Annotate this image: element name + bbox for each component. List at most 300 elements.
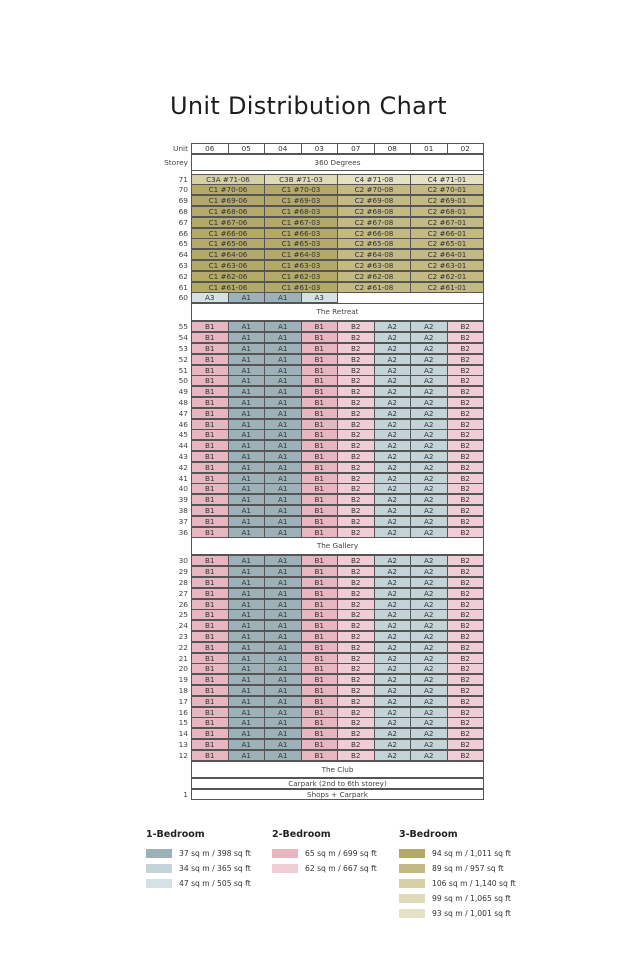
unit-cell: B1 <box>301 696 339 707</box>
unit-cell: A2 <box>410 440 448 451</box>
unit-cell: B2 <box>337 620 375 631</box>
storey-row-12 <box>164 750 486 761</box>
unit-cell: B2 <box>447 631 485 642</box>
legend-label: 106 sq m / 1,140 sq ft <box>432 879 516 888</box>
unit-cell: B2 <box>337 685 375 696</box>
storey-label: Storey <box>164 158 188 167</box>
unit-cell: A2 <box>374 343 412 354</box>
unit-cell: A2 <box>374 750 412 761</box>
legend-group <box>399 829 516 922</box>
unit-cell: B1 <box>191 332 229 343</box>
unit-cell: A1 <box>264 505 302 516</box>
unit-cell: A1 <box>264 408 302 419</box>
storey-label: 1 <box>183 789 188 799</box>
unit-cell: A2 <box>374 483 412 494</box>
storey-label: 13 <box>178 739 188 749</box>
unit-cell: A2 <box>410 429 448 440</box>
unit-cell: B2 <box>337 631 375 642</box>
unit-cell: C1 #67-06 <box>191 217 265 228</box>
unit-cell: C1 #65-06 <box>191 238 265 249</box>
unit-cell: A1 <box>228 516 266 527</box>
storey-row-43 <box>164 451 486 462</box>
unit-cell: C3B #71-03 <box>264 174 338 185</box>
unit-cell: B1 <box>301 483 339 494</box>
unit-cell: B1 <box>301 620 339 631</box>
unit-cell: B1 <box>191 577 229 588</box>
storey-label: 49 <box>178 387 188 397</box>
storey-label: 70 <box>178 185 188 195</box>
unit-cell: B1 <box>301 354 339 365</box>
unit-cell: C2 #63-01 <box>410 260 484 271</box>
unit-cell: C2 #68-01 <box>410 206 484 217</box>
storey-row-24 <box>164 620 486 631</box>
unit-cell: A1 <box>264 397 302 408</box>
storey-label: 27 <box>178 588 188 598</box>
unit-cell: A1 <box>264 419 302 430</box>
unit-cell: C1 #68-06 <box>191 206 265 217</box>
unit-header-cell: 06 <box>191 143 229 154</box>
unit-cell: C2 #65-08 <box>337 238 411 249</box>
storey-label: 46 <box>178 419 188 429</box>
unit-cell: B1 <box>301 397 339 408</box>
unit-cell: B1 <box>191 620 229 631</box>
unit-cell: C1 #66-06 <box>191 228 265 239</box>
storey-row-13 <box>164 739 486 750</box>
unit-cell: A2 <box>374 728 412 739</box>
storey-row-36 <box>164 527 486 538</box>
storey-label: 55 <box>178 322 188 332</box>
storey-label: 48 <box>178 397 188 407</box>
unit-cell: A1 <box>228 292 266 303</box>
unit-cell: C1 #67-03 <box>264 217 338 228</box>
storey-row-69 <box>164 195 486 206</box>
unit-cell: B2 <box>337 577 375 588</box>
legend-heading: 3-Bedroom <box>399 829 458 840</box>
unit-cell: A1 <box>228 440 266 451</box>
unit-cell: A2 <box>410 343 448 354</box>
unit-cell: B1 <box>301 599 339 610</box>
unit-cell: A1 <box>264 365 302 376</box>
unit-cell: B2 <box>337 566 375 577</box>
unit-cell: C1 #63-03 <box>264 260 338 271</box>
unit-cell: B1 <box>191 440 229 451</box>
unit-cell: C2 #70-08 <box>337 184 411 195</box>
unit-cell: A1 <box>228 653 266 664</box>
unit-cell: A1 <box>228 321 266 332</box>
unit-cell: A1 <box>264 292 302 303</box>
storey-label: 41 <box>178 473 188 483</box>
section-carpark: Carpark (2nd to 6th storey) <box>191 778 484 789</box>
storey-label: 62 <box>178 271 188 281</box>
storey-row-37 <box>164 516 486 527</box>
unit-cell: A1 <box>228 451 266 462</box>
unit-cell: A1 <box>228 505 266 516</box>
a1-swatch <box>146 849 172 858</box>
section-the-club: The Club <box>191 761 484 778</box>
unit-cell: C2 #66-08 <box>337 228 411 239</box>
unit-cell: A1 <box>228 365 266 376</box>
unit-cell: A2 <box>374 397 412 408</box>
storey-row-53 <box>164 343 486 354</box>
unit-cell: B2 <box>447 429 485 440</box>
legend-label: 47 sq m / 505 sq ft <box>179 879 251 888</box>
storey-label: 17 <box>178 696 188 706</box>
c1-swatch <box>399 849 425 858</box>
unit-cell: B1 <box>191 631 229 642</box>
legend-label: 62 sq m / 667 sq ft <box>305 864 377 873</box>
unit-cell: A1 <box>228 343 266 354</box>
unit-cell: B2 <box>447 343 485 354</box>
unit-cell: B1 <box>301 685 339 696</box>
storey-row-25 <box>164 609 486 620</box>
storey-label: 47 <box>178 408 188 418</box>
unit-cell: B2 <box>447 609 485 620</box>
unit-cell: B1 <box>301 419 339 430</box>
unit-cell: B1 <box>301 516 339 527</box>
unit-cell: A2 <box>410 620 448 631</box>
unit-cell: B2 <box>337 505 375 516</box>
unit-cell: A2 <box>410 717 448 728</box>
unit-cell: A1 <box>228 674 266 685</box>
legend-heading: 2-Bedroom <box>272 829 331 840</box>
unit-cell: B1 <box>191 354 229 365</box>
storey-label: 23 <box>178 631 188 641</box>
unit-cell: A1 <box>228 527 266 538</box>
unit-cell: B1 <box>301 527 339 538</box>
storey-row-1 <box>164 789 486 800</box>
unit-cell: A2 <box>374 354 412 365</box>
storey-row-21 <box>164 653 486 664</box>
storey-label: 40 <box>178 484 188 494</box>
unit-cell: B1 <box>191 566 229 577</box>
storey-label: 28 <box>178 577 188 587</box>
unit-cell: C2 #64-01 <box>410 249 484 260</box>
storey-row-44 <box>164 440 486 451</box>
unit-cell: B1 <box>301 566 339 577</box>
unit-cell: A1 <box>264 440 302 451</box>
unit-cell: A1 <box>264 527 302 538</box>
unit-cell: A2 <box>410 451 448 462</box>
unit-cell: B1 <box>301 386 339 397</box>
unit-cell: B2 <box>337 473 375 484</box>
storey-row-60 <box>164 292 486 303</box>
unit-cell: A2 <box>374 696 412 707</box>
storey-label: 36 <box>178 527 188 537</box>
unit-cell: C2 #61-08 <box>337 282 411 293</box>
unit-cell: A2 <box>410 555 448 566</box>
unit-cell: C2 #62-01 <box>410 271 484 282</box>
unit-cell: A1 <box>264 386 302 397</box>
unit-cell: B2 <box>337 462 375 473</box>
unit-cell: A2 <box>410 674 448 685</box>
unit-cell: A1 <box>264 728 302 739</box>
storey-row-38 <box>164 505 486 516</box>
storey-label: 30 <box>178 556 188 566</box>
unit-cell: A2 <box>410 397 448 408</box>
storey-label: 29 <box>178 567 188 577</box>
unit-cell: B2 <box>337 717 375 728</box>
unit-cell: A3 <box>301 292 339 303</box>
unit-cell: B2 <box>337 527 375 538</box>
legend-label: 65 sq m / 699 sq ft <box>305 849 377 858</box>
unit-cell: B1 <box>301 343 339 354</box>
unit-cell: A2 <box>410 577 448 588</box>
unit-cell: C1 #62-03 <box>264 271 338 282</box>
unit-cell: A2 <box>410 516 448 527</box>
unit-cell: B1 <box>191 750 229 761</box>
unit-cell: B1 <box>301 429 339 440</box>
unit-cell: A1 <box>228 462 266 473</box>
storey-label: 16 <box>178 707 188 717</box>
unit-cell: C1 #69-06 <box>191 195 265 206</box>
unit-cell: B2 <box>447 397 485 408</box>
unit-cell: B1 <box>191 674 229 685</box>
unit-cell: B1 <box>301 609 339 620</box>
unit-cell: B1 <box>301 440 339 451</box>
storey-row-54 <box>164 332 486 343</box>
storey-label: 21 <box>178 653 188 663</box>
legend-item <box>146 877 251 892</box>
storey-label: 43 <box>178 451 188 461</box>
unit-cell: B2 <box>337 516 375 527</box>
storey-row-48 <box>164 397 486 408</box>
unit-cell: B1 <box>191 555 229 566</box>
page-title: Unit Distribution Chart <box>170 92 447 120</box>
unit-cell: A1 <box>264 696 302 707</box>
unit-cell: B1 <box>301 332 339 343</box>
unit-cell: B2 <box>447 663 485 674</box>
unit-cell: A2 <box>374 408 412 419</box>
unit-cell: A1 <box>228 739 266 750</box>
unit-cell: A1 <box>264 750 302 761</box>
unit-cell: A2 <box>374 588 412 599</box>
unit-cell: A2 <box>410 483 448 494</box>
legend-item <box>272 862 377 877</box>
storey-label: 52 <box>178 354 188 364</box>
storey-label: 53 <box>178 343 188 353</box>
unit-cell: B2 <box>337 429 375 440</box>
unit-cell: A2 <box>374 505 412 516</box>
legend-item <box>146 862 251 877</box>
c3b-swatch <box>399 894 425 903</box>
unit-cell: B1 <box>301 375 339 386</box>
unit-cell: B1 <box>301 663 339 674</box>
unit-cell: B1 <box>191 375 229 386</box>
unit-cell: A2 <box>410 728 448 739</box>
unit-cell: A1 <box>264 631 302 642</box>
b1-swatch <box>272 849 298 858</box>
unit-header-cell: 07 <box>337 143 375 154</box>
storey-label: 61 <box>178 282 188 292</box>
storey-label: 38 <box>178 505 188 515</box>
unit-cell: A1 <box>228 555 266 566</box>
storey-row-15 <box>164 717 486 728</box>
unit-cell: C2 #67-01 <box>410 217 484 228</box>
unit-cell: A2 <box>374 429 412 440</box>
unit-cell: B1 <box>191 728 229 739</box>
storey-label: 45 <box>178 430 188 440</box>
unit-cell: B2 <box>447 739 485 750</box>
unit-cell: B2 <box>447 588 485 599</box>
unit-cell: B2 <box>337 354 375 365</box>
legend-label: 89 sq m / 957 sq ft <box>432 864 504 873</box>
unit-cell: A2 <box>374 516 412 527</box>
unit-cell: C2 #69-01 <box>410 195 484 206</box>
a2-swatch <box>146 864 172 873</box>
unit-cell: A1 <box>228 728 266 739</box>
c3a-swatch <box>399 879 425 888</box>
unit-cell: B1 <box>191 473 229 484</box>
unit-cell: B2 <box>447 642 485 653</box>
unit-cell: A2 <box>410 566 448 577</box>
storey-label: 37 <box>178 516 188 526</box>
storey-label: 42 <box>178 462 188 472</box>
section-360-degrees: 360 Degrees <box>191 154 484 171</box>
storey-row-22 <box>164 642 486 653</box>
storey-row-70 <box>164 184 486 195</box>
unit-cell: B2 <box>337 408 375 419</box>
unit-cell: A1 <box>264 620 302 631</box>
unit-cell: B1 <box>191 365 229 376</box>
unit-cell: B2 <box>447 462 485 473</box>
unit-cell: B2 <box>337 343 375 354</box>
unit-cell: B1 <box>301 494 339 505</box>
unit-cell: B1 <box>301 505 339 516</box>
unit-cell: C1 #69-03 <box>264 195 338 206</box>
storey-label: 67 <box>178 217 188 227</box>
unit-cell: B2 <box>337 397 375 408</box>
unit-cell: A1 <box>228 620 266 631</box>
unit-cell: C1 #70-03 <box>264 184 338 195</box>
legend-label: 93 sq m / 1,001 sq ft <box>432 909 511 918</box>
unit-cell: A3 <box>191 292 229 303</box>
storey-row-61 <box>164 282 486 293</box>
unit-cell: A2 <box>410 750 448 761</box>
unit-cell: A1 <box>228 375 266 386</box>
storey-row-66 <box>164 228 486 239</box>
storey-label: 71 <box>178 174 188 184</box>
storey-row-65 <box>164 238 486 249</box>
unit-cell: A1 <box>228 419 266 430</box>
section-the-gallery: The Gallery <box>191 537 484 555</box>
unit-cell: A1 <box>264 674 302 685</box>
unit-cell: C2 #70-01 <box>410 184 484 195</box>
unit-header-row <box>164 143 486 154</box>
unit-cell: A2 <box>374 494 412 505</box>
unit-cell: A1 <box>264 375 302 386</box>
unit-header-cell: 04 <box>264 143 302 154</box>
storey-row-62 <box>164 271 486 282</box>
storey-label: 26 <box>178 599 188 609</box>
unit-cell: B2 <box>337 332 375 343</box>
storey-row-68 <box>164 206 486 217</box>
unit-cell: A1 <box>264 739 302 750</box>
unit-cell: B2 <box>337 642 375 653</box>
unit-cell: A1 <box>228 386 266 397</box>
unit-cell: A2 <box>410 375 448 386</box>
storey-label: 19 <box>178 675 188 685</box>
unit-cell: B2 <box>337 728 375 739</box>
unit-cell: B2 <box>337 696 375 707</box>
unit-cell: A1 <box>228 599 266 610</box>
unit-cell: B2 <box>447 321 485 332</box>
unit-cell: A1 <box>264 685 302 696</box>
unit-cell: A2 <box>374 717 412 728</box>
legend-group <box>272 829 377 877</box>
unit-cell: B1 <box>191 451 229 462</box>
unit-cell: B1 <box>301 577 339 588</box>
unit-cell: B1 <box>301 717 339 728</box>
unit-cell: B1 <box>301 462 339 473</box>
legend-label: 94 sq m / 1,011 sq ft <box>432 849 511 858</box>
unit-cell: A1 <box>264 707 302 718</box>
unit-cell: A2 <box>410 419 448 430</box>
unit-cell: A2 <box>410 494 448 505</box>
unit-cell: B2 <box>337 321 375 332</box>
unit-cell: B2 <box>447 419 485 430</box>
unit-cell: A2 <box>374 555 412 566</box>
unit-cell: A2 <box>410 332 448 343</box>
unit-cell: B2 <box>447 505 485 516</box>
unit-cell: C2 #69-08 <box>337 195 411 206</box>
unit-cell: B1 <box>301 707 339 718</box>
unit-cell: A1 <box>228 663 266 674</box>
legend-item <box>399 907 511 922</box>
unit-cell: B1 <box>191 685 229 696</box>
unit-cell: A1 <box>228 577 266 588</box>
unit-cell: A1 <box>228 631 266 642</box>
unit-header-cell: 03 <box>301 143 339 154</box>
storey-label: 24 <box>178 621 188 631</box>
unit-cell: C2 #62-08 <box>337 271 411 282</box>
unit-cell: B1 <box>191 505 229 516</box>
unit-cell: B1 <box>191 599 229 610</box>
unit-cell: A2 <box>374 674 412 685</box>
unit-cell: A2 <box>374 451 412 462</box>
unit-cell: A2 <box>374 663 412 674</box>
unit-cell: A2 <box>410 599 448 610</box>
unit-cell: C1 #64-03 <box>264 249 338 260</box>
legend-item <box>399 862 504 877</box>
storey-row-39 <box>164 494 486 505</box>
unit-cell: B2 <box>447 717 485 728</box>
legend-label: 37 sq m / 398 sq ft <box>179 849 251 858</box>
storey-label: 68 <box>178 206 188 216</box>
legend-label: 34 sq m / 365 sq ft <box>179 864 251 873</box>
storey-row-26 <box>164 599 486 610</box>
unit-cell: B2 <box>337 451 375 462</box>
unit-cell: B1 <box>191 663 229 674</box>
c4-swatch <box>399 909 425 918</box>
unit-cell: A2 <box>410 609 448 620</box>
storey-label: 66 <box>178 228 188 238</box>
storey-row-17 <box>164 696 486 707</box>
unit-cell: B2 <box>447 527 485 538</box>
unit-cell: B2 <box>337 653 375 664</box>
unit-cell: B2 <box>447 674 485 685</box>
unit-cell: B2 <box>447 408 485 419</box>
unit-cell: C2 #61-01 <box>410 282 484 293</box>
storey-label: 63 <box>178 260 188 270</box>
unit-cell: A2 <box>374 462 412 473</box>
unit-cell: A1 <box>264 599 302 610</box>
storey-label: 51 <box>178 365 188 375</box>
unit-cell: A1 <box>264 451 302 462</box>
unit-cell: A1 <box>228 609 266 620</box>
unit-cell: A2 <box>374 332 412 343</box>
unit-cell: C1 #65-03 <box>264 238 338 249</box>
unit-cell: C1 #70-06 <box>191 184 265 195</box>
